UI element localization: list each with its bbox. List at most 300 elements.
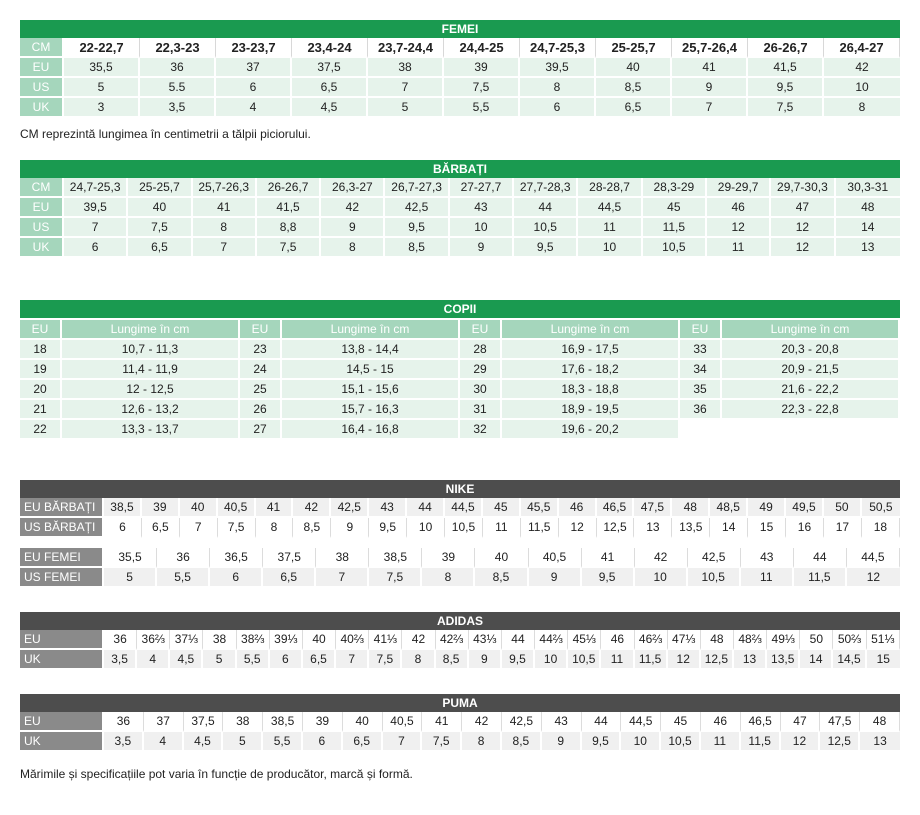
barbati-cell: 10,5 bbox=[514, 218, 578, 238]
puma-cell: 4,5 bbox=[184, 732, 224, 752]
barbati-cell: 26,3-27 bbox=[321, 178, 385, 198]
copii-length-cell: 19,6 - 20,2 bbox=[502, 420, 678, 440]
femei-cell: 4,5 bbox=[292, 98, 368, 118]
femei-cell: 22,3-23 bbox=[140, 38, 216, 58]
nike-men-cell: 38,5 bbox=[104, 498, 142, 518]
puma-cell: 43 bbox=[542, 712, 582, 732]
copii-length-cell: 18,9 - 19,5 bbox=[502, 400, 678, 420]
puma-cell: 6,5 bbox=[343, 732, 383, 752]
nike-men-cell: 40,5 bbox=[218, 498, 256, 518]
femei-cell: 26-26,7 bbox=[748, 38, 824, 58]
barbati-cell: 28-28,7 bbox=[578, 178, 642, 198]
nike-men-cell: 11 bbox=[483, 518, 521, 538]
puma-cell: 7,5 bbox=[422, 732, 462, 752]
copii-eu-cell: 20 bbox=[20, 380, 62, 400]
nike-men-row-label: US BĂRBAȚI bbox=[20, 518, 104, 538]
nike-men-cell: 12 bbox=[559, 518, 597, 538]
barbati-cell: 9,5 bbox=[385, 218, 449, 238]
femei-cell: 8,5 bbox=[596, 78, 672, 98]
copii-header-eu: EU bbox=[240, 320, 282, 340]
adidas-cell: 6,5 bbox=[303, 650, 336, 670]
femei-row-label: EU bbox=[20, 58, 64, 78]
copii-row bbox=[20, 400, 238, 420]
femei-cell: 37 bbox=[216, 58, 292, 78]
femei-cell: 24,7-25,3 bbox=[520, 38, 596, 58]
copii-length-cell: 13,3 - 13,7 bbox=[62, 420, 238, 440]
femei-cell: 5 bbox=[368, 98, 444, 118]
barbati-cell: 44 bbox=[514, 198, 578, 218]
puma-cell: 46,5 bbox=[741, 712, 781, 732]
adidas-cell: 48⅔ bbox=[734, 630, 767, 650]
adidas-cell: 44⅔ bbox=[535, 630, 568, 650]
copii-block bbox=[20, 320, 238, 440]
puma-row-label: UK bbox=[20, 732, 104, 752]
femei-cell: 25,7-26,4 bbox=[672, 38, 748, 58]
copii-length-cell: 14,5 - 15 bbox=[282, 360, 458, 380]
adidas-cell: 42⅔ bbox=[436, 630, 469, 650]
femei-cell: 42 bbox=[824, 58, 900, 78]
puma-cell: 37 bbox=[144, 712, 184, 732]
copii-row bbox=[460, 380, 678, 400]
copii-row bbox=[240, 380, 458, 400]
femei-row-label: CM bbox=[20, 38, 64, 58]
nike-women-cell: 8 bbox=[422, 568, 475, 588]
adidas-cell: 50 bbox=[800, 630, 833, 650]
femei-row bbox=[20, 98, 900, 118]
barbati-cell: 8 bbox=[321, 238, 385, 258]
copii-length-cell: 15,1 - 15,6 bbox=[282, 380, 458, 400]
adidas-cell: 8 bbox=[402, 650, 435, 670]
barbati-cell: 8 bbox=[193, 218, 257, 238]
puma-cell: 6 bbox=[303, 732, 343, 752]
copii-length-cell: 12 - 12,5 bbox=[62, 380, 238, 400]
adidas-cell: 4 bbox=[137, 650, 170, 670]
femei-cell: 5.5 bbox=[140, 78, 216, 98]
adidas-cell: 5 bbox=[203, 650, 236, 670]
barbati-cell: 24,7-25,3 bbox=[64, 178, 128, 198]
barbati-cell: 26-26,7 bbox=[257, 178, 321, 198]
adidas-cell: 7 bbox=[336, 650, 369, 670]
adidas-cell: 36⅔ bbox=[137, 630, 170, 650]
nike-men-cell: 49,5 bbox=[786, 498, 824, 518]
adidas-row-label: EU bbox=[20, 630, 104, 650]
nike-women-cell: 41 bbox=[582, 548, 635, 568]
nike-men-cell: 13 bbox=[634, 518, 672, 538]
nike-men-cell: 6 bbox=[104, 518, 142, 538]
copii-row bbox=[680, 400, 898, 420]
copii-eu-cell: 19 bbox=[20, 360, 62, 380]
adidas-cell: 11,5 bbox=[635, 650, 668, 670]
adidas-cell: 11 bbox=[601, 650, 634, 670]
copii-header-length: Lungime în cm bbox=[282, 320, 458, 340]
femei-cell: 41,5 bbox=[748, 58, 824, 78]
nike-men-cell: 48,5 bbox=[710, 498, 748, 518]
puma-cell: 5,5 bbox=[263, 732, 303, 752]
copii-row bbox=[240, 420, 458, 440]
nike-women-cell: 6 bbox=[210, 568, 263, 588]
puma-cell: 10 bbox=[621, 732, 661, 752]
nike-women-cell: 42 bbox=[635, 548, 688, 568]
nike-men-cell: 8,5 bbox=[293, 518, 331, 538]
nike-women-cell: 38,5 bbox=[369, 548, 422, 568]
femei-cell: 7,5 bbox=[748, 98, 824, 118]
femei-cell: 9 bbox=[672, 78, 748, 98]
adidas-cell: 6 bbox=[270, 650, 303, 670]
nike-women-cell: 7 bbox=[316, 568, 369, 588]
femei-cell: 38 bbox=[368, 58, 444, 78]
nike-men-cell: 42 bbox=[293, 498, 331, 518]
nike-women-cell: 37,5 bbox=[263, 548, 316, 568]
copii-eu-cell: 31 bbox=[460, 400, 502, 420]
nike-men-row bbox=[20, 518, 900, 538]
nike-women-cell: 36 bbox=[157, 548, 210, 568]
barbati-cell: 12 bbox=[771, 218, 835, 238]
nike-men-row bbox=[20, 498, 900, 518]
barbati-cell: 29,7-30,3 bbox=[771, 178, 835, 198]
nike-men-cell: 16 bbox=[786, 518, 824, 538]
nike-men-cell: 12,5 bbox=[597, 518, 635, 538]
puma-cell: 8 bbox=[462, 732, 502, 752]
barbati-cell: 9,5 bbox=[514, 238, 578, 258]
puma-cell: 42,5 bbox=[502, 712, 542, 732]
copii-eu-cell: 35 bbox=[680, 380, 722, 400]
femei-cell: 5,5 bbox=[444, 98, 520, 118]
nike-women-cell: 36,5 bbox=[210, 548, 263, 568]
copii-row bbox=[20, 380, 238, 400]
copii-length-cell: 13,8 - 14,4 bbox=[282, 340, 458, 360]
nike-women-cell: 8,5 bbox=[475, 568, 528, 588]
barbati-cell: 7 bbox=[64, 218, 128, 238]
copii-row bbox=[680, 340, 898, 360]
femei-cell: 8 bbox=[824, 98, 900, 118]
puma-cell: 45 bbox=[661, 712, 701, 732]
nike-women-cell: 11,5 bbox=[794, 568, 847, 588]
puma-cell: 13 bbox=[860, 732, 900, 752]
barbati-table bbox=[20, 178, 900, 258]
barbati-cell: 7,5 bbox=[257, 238, 321, 258]
puma-cell: 38 bbox=[223, 712, 263, 732]
nike-men-cell: 45 bbox=[483, 498, 521, 518]
nike-men-cell: 43 bbox=[369, 498, 407, 518]
puma-cell: 47 bbox=[781, 712, 821, 732]
barbati-cell: 47 bbox=[771, 198, 835, 218]
copii-length-cell: 16,9 - 17,5 bbox=[502, 340, 678, 360]
adidas-cell: 13,5 bbox=[767, 650, 800, 670]
nike-section bbox=[20, 480, 900, 588]
adidas-cell: 51⅓ bbox=[867, 630, 900, 650]
barbati-cell: 26,7-27,3 bbox=[385, 178, 449, 198]
barbati-cell: 8,5 bbox=[385, 238, 449, 258]
nike-men-cell: 18 bbox=[862, 518, 900, 538]
nike-men-cell: 6,5 bbox=[142, 518, 180, 538]
nike-men-cell: 10,5 bbox=[445, 518, 483, 538]
puma-cell: 44,5 bbox=[621, 712, 661, 732]
barbati-row-label: US bbox=[20, 218, 64, 238]
barbati-cell: 28,3-29 bbox=[643, 178, 707, 198]
puma-cell: 40,5 bbox=[383, 712, 423, 732]
femei-cell: 7 bbox=[368, 78, 444, 98]
puma-row bbox=[20, 732, 900, 752]
copii-row bbox=[20, 420, 238, 440]
nike-men-cell: 46,5 bbox=[597, 498, 635, 518]
femei-row bbox=[20, 38, 900, 58]
adidas-cell: 40⅔ bbox=[336, 630, 369, 650]
copii-row bbox=[460, 420, 678, 440]
barbati-row bbox=[20, 178, 900, 198]
nike-men-cell: 41 bbox=[256, 498, 294, 518]
puma-cell: 9 bbox=[542, 732, 582, 752]
copii-eu-cell: 18 bbox=[20, 340, 62, 360]
nike-women-cell: 7,5 bbox=[369, 568, 422, 588]
copii-eu-cell: 30 bbox=[460, 380, 502, 400]
copii-header-length: Lungime în cm bbox=[502, 320, 678, 340]
adidas-cell: 14 bbox=[800, 650, 833, 670]
femei-cell: 6 bbox=[216, 78, 292, 98]
nike-men-cell: 15 bbox=[748, 518, 786, 538]
nike-women-row-label: EU FEMEI bbox=[20, 548, 104, 568]
nike-women-cell: 44,5 bbox=[847, 548, 900, 568]
nike-men-cell: 46 bbox=[559, 498, 597, 518]
copii-eu-cell: 23 bbox=[240, 340, 282, 360]
copii-eu-cell: 36 bbox=[680, 400, 722, 420]
puma-cell: 41 bbox=[422, 712, 462, 732]
footer-note: Mărimile și specificațiile pot varia în funcție de producător, marcă și formă. bbox=[20, 767, 413, 781]
nike-men-cell: 42,5 bbox=[331, 498, 369, 518]
barbati-cell: 48 bbox=[836, 198, 900, 218]
nike-women-cell: 12 bbox=[847, 568, 900, 588]
barbati-cell: 14 bbox=[836, 218, 900, 238]
barbati-row-label: UK bbox=[20, 238, 64, 258]
adidas-table bbox=[20, 630, 900, 670]
barbati-cell: 10,5 bbox=[643, 238, 707, 258]
puma-cell: 48 bbox=[860, 712, 900, 732]
adidas-cell: 46 bbox=[601, 630, 634, 650]
copii-row bbox=[20, 360, 238, 380]
adidas-cell: 8,5 bbox=[436, 650, 469, 670]
copii-header-length: Lungime în cm bbox=[722, 320, 898, 340]
nike-women-cell: 39 bbox=[422, 548, 475, 568]
nike-women-cell: 5 bbox=[104, 568, 157, 588]
copii-block bbox=[240, 320, 458, 440]
barbati-cell: 41,5 bbox=[257, 198, 321, 218]
copii-row bbox=[680, 380, 898, 400]
copii-row bbox=[240, 400, 458, 420]
barbati-cell: 43 bbox=[450, 198, 514, 218]
puma-cell: 36 bbox=[104, 712, 144, 732]
puma-title: PUMA bbox=[20, 694, 900, 712]
puma-section bbox=[20, 694, 900, 752]
puma-cell: 44 bbox=[582, 712, 622, 732]
adidas-cell: 38⅔ bbox=[237, 630, 270, 650]
femei-cell: 3 bbox=[64, 98, 140, 118]
nike-men-cell: 44,5 bbox=[445, 498, 483, 518]
nike-men-cell: 7,5 bbox=[218, 518, 256, 538]
nike-men-cell: 13,5 bbox=[672, 518, 710, 538]
barbati-cell: 40 bbox=[128, 198, 192, 218]
adidas-section bbox=[20, 612, 900, 670]
femei-table bbox=[20, 38, 900, 118]
nike-men-cell: 44 bbox=[407, 498, 445, 518]
copii-length-cell: 12,6 - 13,2 bbox=[62, 400, 238, 420]
adidas-cell: 5,5 bbox=[237, 650, 270, 670]
femei-cell: 41 bbox=[672, 58, 748, 78]
femei-row-label: US bbox=[20, 78, 64, 98]
femei-cell: 39 bbox=[444, 58, 520, 78]
puma-cell: 5 bbox=[223, 732, 263, 752]
femei-cell: 23-23,7 bbox=[216, 38, 292, 58]
femei-section bbox=[20, 20, 900, 118]
copii-eu-cell: 27 bbox=[240, 420, 282, 440]
barbati-cell: 7 bbox=[193, 238, 257, 258]
copii-header-eu: EU bbox=[680, 320, 722, 340]
copii-length-cell: 16,4 - 16,8 bbox=[282, 420, 458, 440]
copii-row bbox=[240, 340, 458, 360]
puma-row bbox=[20, 712, 900, 732]
femei-cell: 5 bbox=[64, 78, 140, 98]
barbati-cell: 27,7-28,3 bbox=[514, 178, 578, 198]
copii-row bbox=[460, 400, 678, 420]
adidas-cell: 42 bbox=[402, 630, 435, 650]
puma-cell: 11,5 bbox=[741, 732, 781, 752]
copii-length-cell: 18,3 - 18,8 bbox=[502, 380, 678, 400]
puma-table bbox=[20, 712, 900, 752]
barbati-cell: 27-27,7 bbox=[450, 178, 514, 198]
adidas-row bbox=[20, 650, 900, 670]
copii-length-cell: 15,7 - 16,3 bbox=[282, 400, 458, 420]
copii-row bbox=[20, 340, 238, 360]
copii-eu-cell: 25 bbox=[240, 380, 282, 400]
nike-women-cell: 42,5 bbox=[688, 548, 741, 568]
barbati-cell: 11,5 bbox=[643, 218, 707, 238]
nike-men-cell: 9,5 bbox=[369, 518, 407, 538]
copii-title: COPII bbox=[20, 300, 900, 318]
adidas-cell: 46⅔ bbox=[635, 630, 668, 650]
femei-cell: 6 bbox=[520, 98, 596, 118]
nike-men-cell: 10 bbox=[407, 518, 445, 538]
femei-row bbox=[20, 78, 900, 98]
femei-cell: 23,4-24 bbox=[292, 38, 368, 58]
copii-length-cell: 11,4 - 11,9 bbox=[62, 360, 238, 380]
adidas-cell: 50⅔ bbox=[833, 630, 866, 650]
barbati-cell: 10 bbox=[578, 238, 642, 258]
barbati-cell: 29-29,7 bbox=[707, 178, 771, 198]
copii-eu-cell: 21 bbox=[20, 400, 62, 420]
puma-cell: 37,5 bbox=[184, 712, 224, 732]
adidas-cell: 9,5 bbox=[502, 650, 535, 670]
adidas-cell: 13 bbox=[734, 650, 767, 670]
nike-men-cell: 40 bbox=[180, 498, 218, 518]
nike-men-cell: 11,5 bbox=[521, 518, 559, 538]
nike-men-cell: 47,5 bbox=[634, 498, 672, 518]
adidas-cell: 7,5 bbox=[369, 650, 402, 670]
copii-length-cell: 10,7 - 11,3 bbox=[62, 340, 238, 360]
femei-cell: 7 bbox=[672, 98, 748, 118]
copii-eu-cell: 33 bbox=[680, 340, 722, 360]
femei-cell: 7,5 bbox=[444, 78, 520, 98]
nike-men-cell: 14 bbox=[710, 518, 748, 538]
adidas-cell: 41⅓ bbox=[369, 630, 402, 650]
adidas-cell: 12 bbox=[668, 650, 701, 670]
copii-length-cell: 21,6 - 22,2 bbox=[722, 380, 898, 400]
puma-cell: 42 bbox=[462, 712, 502, 732]
barbati-row bbox=[20, 218, 900, 238]
barbati-title: BĂRBAȚI bbox=[20, 160, 900, 178]
barbati-cell: 46 bbox=[707, 198, 771, 218]
nike-men-cell: 9 bbox=[331, 518, 369, 538]
copii-eu-cell: 32 bbox=[460, 420, 502, 440]
barbati-cell: 11 bbox=[707, 238, 771, 258]
adidas-cell: 9 bbox=[469, 650, 502, 670]
barbati-cell: 45 bbox=[643, 198, 707, 218]
femei-cell: 8 bbox=[520, 78, 596, 98]
femei-cell: 10 bbox=[824, 78, 900, 98]
nike-women-row bbox=[20, 548, 900, 568]
adidas-cell: 47⅓ bbox=[668, 630, 701, 650]
nike-women-cell: 43 bbox=[741, 548, 794, 568]
adidas-cell: 43⅓ bbox=[469, 630, 502, 650]
puma-cell: 8,5 bbox=[502, 732, 542, 752]
barbati-cell: 30,3-31 bbox=[836, 178, 900, 198]
barbati-cell: 12 bbox=[707, 218, 771, 238]
puma-cell: 7 bbox=[383, 732, 423, 752]
barbati-row bbox=[20, 238, 900, 258]
copii-header-eu: EU bbox=[20, 320, 62, 340]
copii-length-cell: 17,6 - 18,2 bbox=[502, 360, 678, 380]
nike-women-row bbox=[20, 568, 900, 588]
nike-women-cell: 40 bbox=[475, 548, 528, 568]
copii-eu-cell: 34 bbox=[680, 360, 722, 380]
femei-row bbox=[20, 58, 900, 78]
puma-cell: 3,5 bbox=[104, 732, 144, 752]
puma-cell: 38,5 bbox=[263, 712, 303, 732]
copii-header-eu: EU bbox=[460, 320, 502, 340]
puma-row-label: EU bbox=[20, 712, 104, 732]
nike-women-cell: 10,5 bbox=[688, 568, 741, 588]
femei-cell: 6,5 bbox=[596, 98, 672, 118]
adidas-cell: 4,5 bbox=[170, 650, 203, 670]
barbati-cell: 6 bbox=[64, 238, 128, 258]
nike-title: NIKE bbox=[20, 480, 900, 498]
puma-cell: 11 bbox=[701, 732, 741, 752]
nike-women-cell: 9,5 bbox=[582, 568, 635, 588]
femei-cell: 25-25,7 bbox=[596, 38, 672, 58]
barbati-cell: 9 bbox=[450, 238, 514, 258]
nike-women-row-label: US FEMEI bbox=[20, 568, 104, 588]
barbati-row-label: EU bbox=[20, 198, 64, 218]
femei-cell: 40 bbox=[596, 58, 672, 78]
adidas-row bbox=[20, 630, 900, 650]
copii-length-cell: 20,3 - 20,8 bbox=[722, 340, 898, 360]
barbati-section bbox=[20, 160, 900, 258]
adidas-cell: 44 bbox=[502, 630, 535, 650]
adidas-cell: 48 bbox=[701, 630, 734, 650]
nike-men-cell: 48 bbox=[672, 498, 710, 518]
puma-cell: 46 bbox=[701, 712, 741, 732]
adidas-cell: 36 bbox=[104, 630, 137, 650]
adidas-cell: 15 bbox=[867, 650, 900, 670]
copii-row bbox=[680, 360, 898, 380]
barbati-cell: 42,5 bbox=[385, 198, 449, 218]
adidas-cell: 10,5 bbox=[568, 650, 601, 670]
puma-cell: 10,5 bbox=[661, 732, 701, 752]
femei-cell: 3,5 bbox=[140, 98, 216, 118]
barbati-cell: 13 bbox=[836, 238, 900, 258]
copii-eu-cell: 24 bbox=[240, 360, 282, 380]
adidas-cell: 49⅓ bbox=[767, 630, 800, 650]
copii-eu-cell: 28 bbox=[460, 340, 502, 360]
femei-cell: 36 bbox=[140, 58, 216, 78]
femei-cell: 23,7-24,4 bbox=[368, 38, 444, 58]
